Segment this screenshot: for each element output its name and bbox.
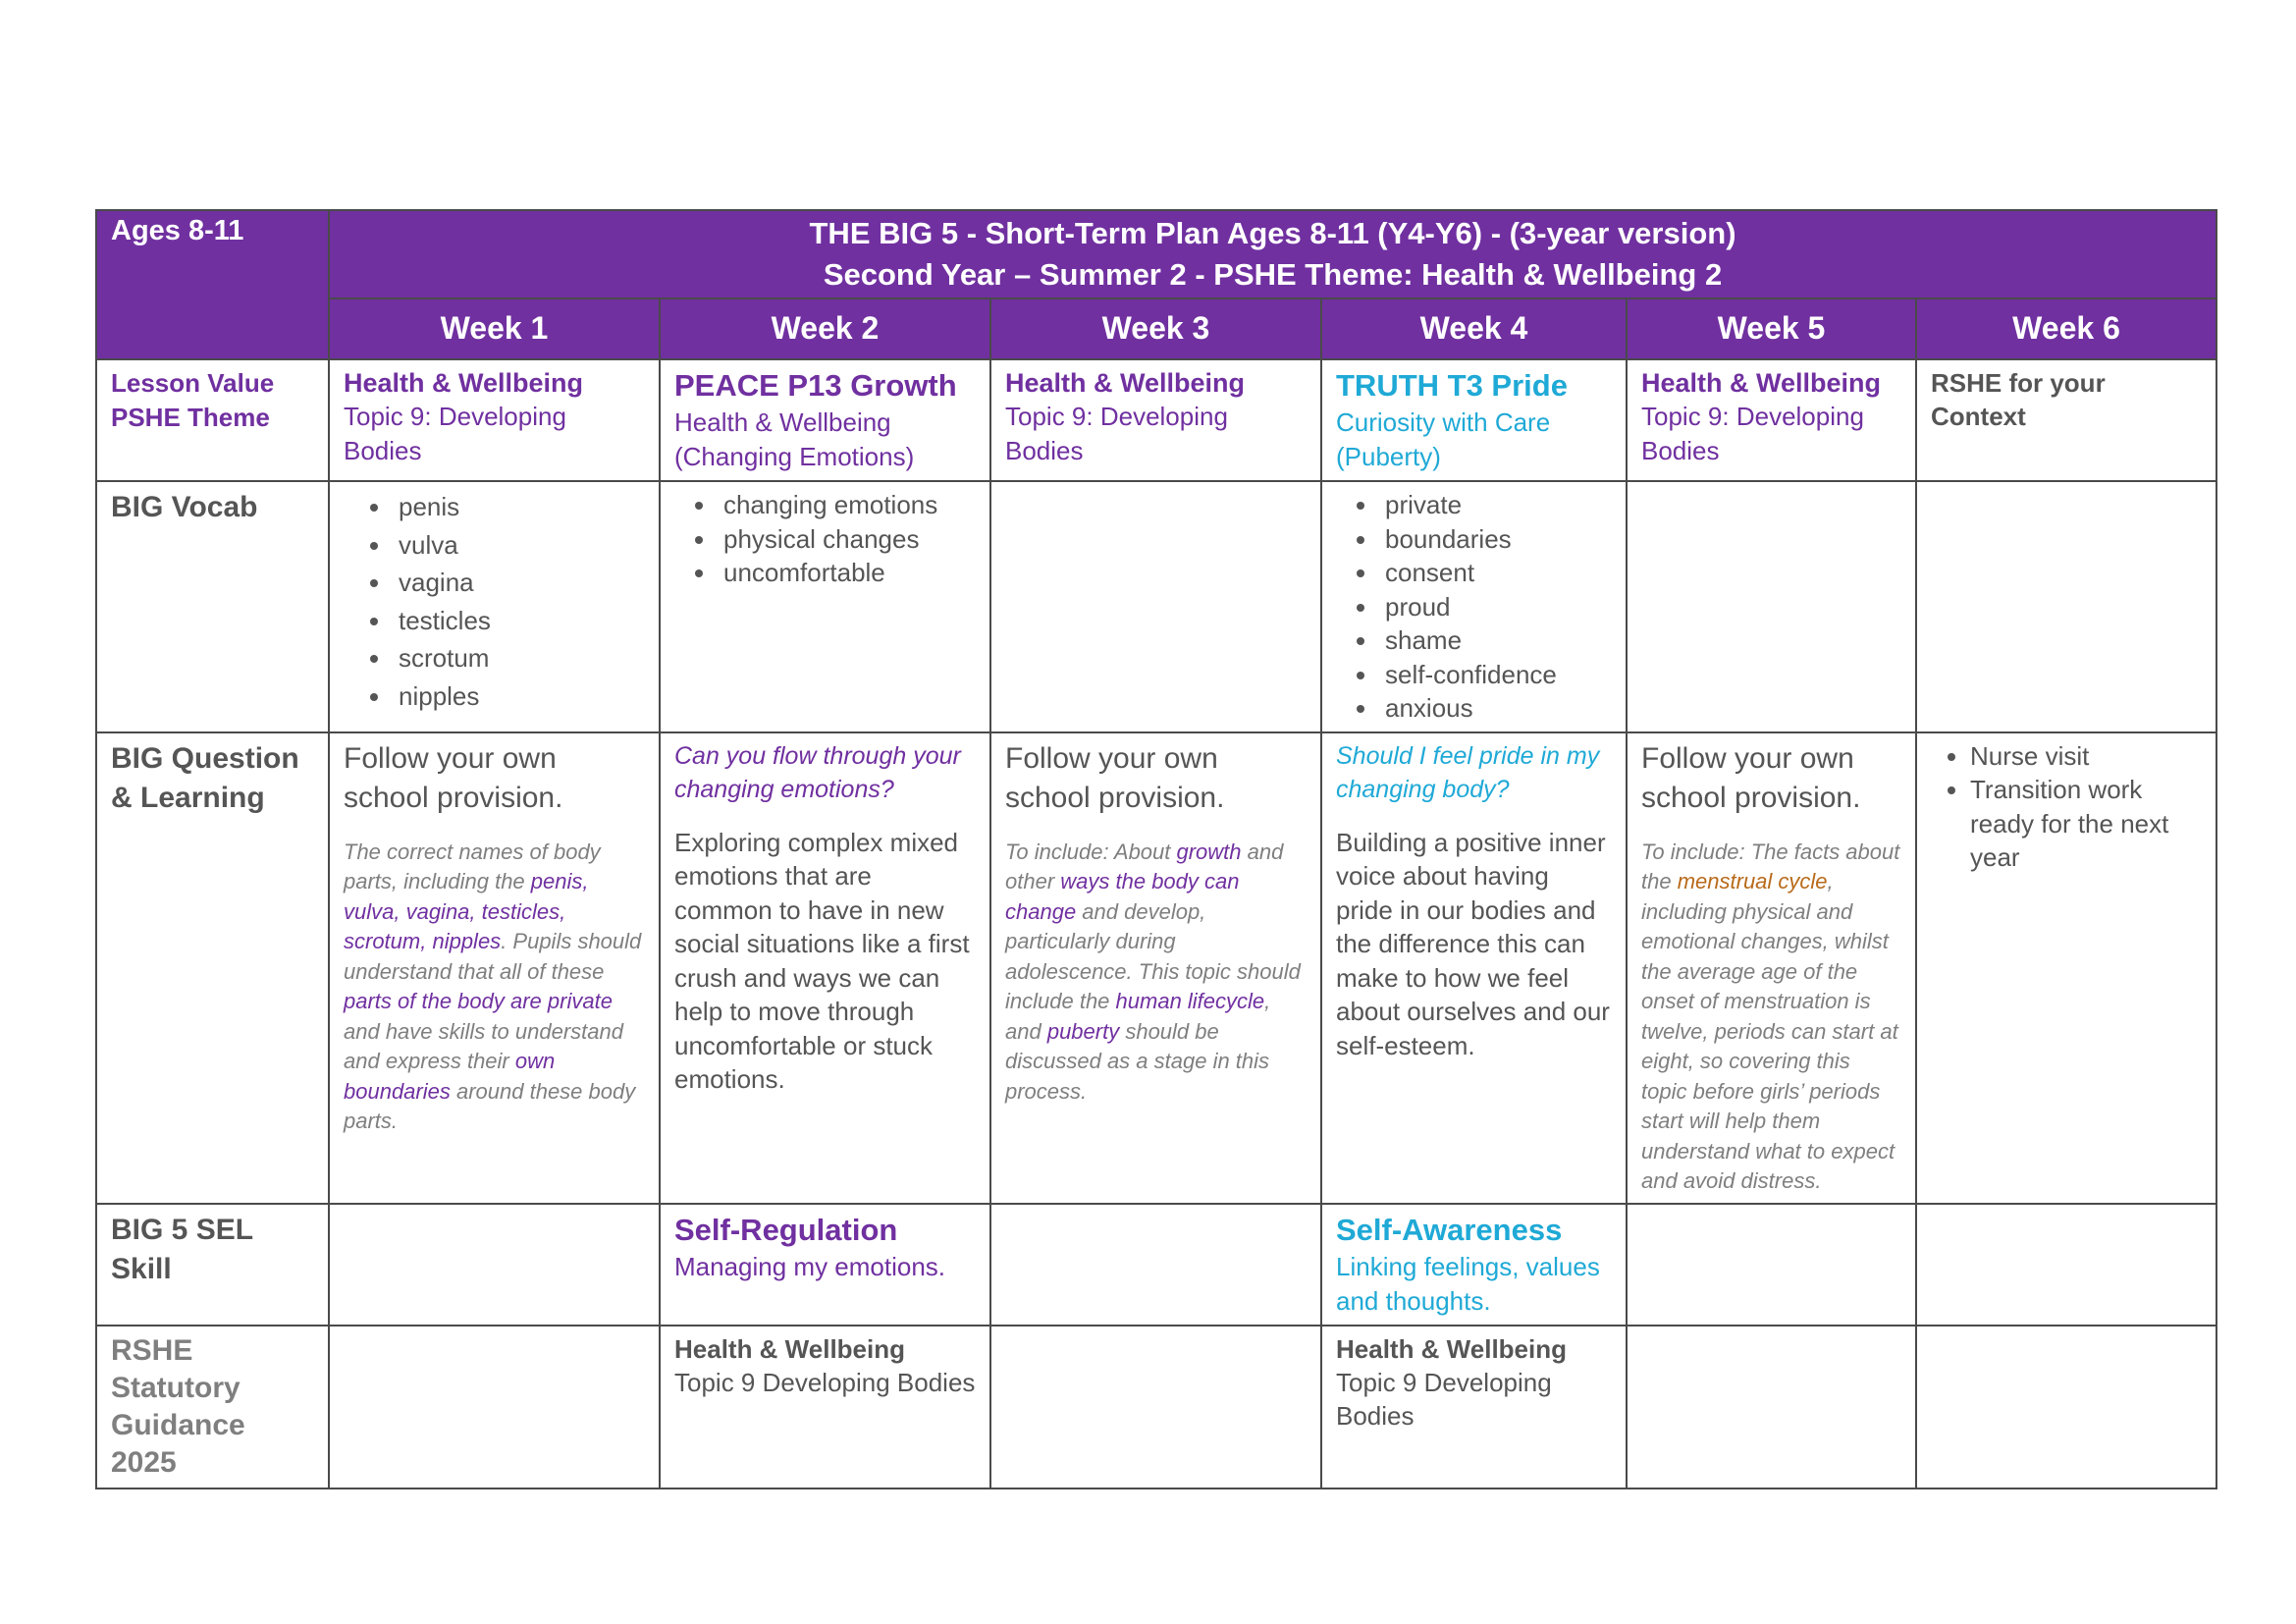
lesson-value-w4-big: TRUTH T3 Pride (1336, 368, 1568, 403)
list-item: • scrotum (393, 639, 645, 677)
rshe-week-4 (1321, 1326, 1627, 1489)
list-item: • physical changes (718, 522, 976, 557)
week-1-header: Week 1 (329, 298, 660, 359)
sel-skill-w4: Self-Awareness (1336, 1212, 1563, 1247)
lesson-value-week-2 (660, 359, 990, 481)
vocab-week-5 (1627, 481, 1916, 732)
list-item: • Transition work ready for the next year (1970, 773, 2202, 875)
vocab-list-w4 (1336, 488, 1612, 726)
lesson-value-w4-sub2: (Puberty) (1336, 442, 1441, 471)
lesson-value-week-4 (1321, 359, 1627, 481)
sel-week-5 (1627, 1204, 1916, 1326)
week-5-header: Week 5 (1627, 298, 1916, 359)
list-item: • vulva (393, 526, 645, 565)
list-item: • consent (1379, 556, 1612, 590)
question-week-1 (329, 732, 660, 1204)
title-line-2: Second Year – Summer 2 - PSHE Theme: Health & Wellbeing 2 (823, 257, 1723, 292)
list-item: • boundaries (1379, 522, 1612, 557)
lesson-value-week-6 (1916, 359, 2216, 481)
list-item: • uncomfortable (718, 556, 976, 590)
lesson-value-label-line2: PSHE Theme (111, 403, 270, 432)
sel-skill-desc-w4: Linking feelings, values and thoughts. (1336, 1251, 1600, 1316)
week-6-header: Week 6 (1916, 298, 2216, 359)
vocab-list-w1 (344, 488, 645, 715)
lesson-value-row (96, 359, 2216, 481)
list-item: • changing emotions (718, 488, 976, 522)
lesson-value-w6-head: RSHE for your Context (1931, 368, 2106, 431)
list-item: • penis (393, 488, 645, 526)
header-row (96, 210, 2216, 298)
lesson-value-w3-head: Health & Wellbeing (1005, 368, 1246, 398)
question-week-2 (660, 732, 990, 1204)
rshe-label-line2: Guidance 2025 (111, 1408, 245, 1479)
sel-skill-desc-w2: Managing my emotions. (674, 1251, 946, 1281)
list-item: • Nurse visit (1970, 739, 2202, 774)
rshe-head-w4: Health & Wellbeing (1336, 1333, 1567, 1364)
list-item: • nipples (393, 677, 645, 716)
short-term-plan-table (95, 209, 2217, 1489)
lesson-value-w1-head: Health & Wellbeing (344, 368, 584, 398)
question-label-line1: BIG Question (111, 741, 299, 775)
learning-text-w4: Building a positive inner voice about having pride in our bodies and the difference this can make to how we feel about ourselves and our self-esteem. (1336, 827, 1610, 1060)
sel-skill-w2: Self-Regulation (674, 1212, 898, 1247)
vocab-row (96, 481, 2216, 732)
question-label (96, 732, 329, 1204)
rshe-week-2 (660, 1326, 990, 1489)
question-week-4 (1321, 732, 1627, 1204)
week-4-header: Week 4 (1321, 298, 1627, 359)
lesson-value-w5-sub: Topic 9: Developing Bodies (1641, 402, 1864, 465)
vocab-week-6 (1916, 481, 2216, 732)
rshe-week-3 (990, 1326, 1321, 1489)
question-week-5 (1627, 732, 1916, 1204)
rshe-label-line1: RSHE Statutory (111, 1333, 240, 1404)
rshe-week-1 (329, 1326, 660, 1489)
vocab-label: BIG Vocab (96, 481, 329, 732)
sel-week-1 (329, 1204, 660, 1326)
list-item: • testicles (393, 602, 645, 640)
rshe-week-5 (1627, 1326, 1916, 1489)
list-item: • proud (1379, 590, 1612, 624)
age-label: Ages 8-11 (96, 210, 329, 359)
vocab-week-1 (329, 481, 660, 732)
list-item: • shame (1379, 623, 1612, 658)
sel-label: BIG 5 SEL Skill (96, 1204, 329, 1326)
lesson-value-w2-sub1: Health & Wellbeing (674, 407, 891, 437)
title-line-1: THE BIG 5 - Short-Term Plan Ages 8-11 (Y4-Y6) - (3-year version) (809, 216, 1736, 250)
lesson-value-week-1 (329, 359, 660, 481)
question-label-line2: & Learning (111, 781, 265, 814)
week-header-row (96, 298, 2216, 359)
lesson-value-w1-sub: Topic 9: Developing Bodies (344, 402, 566, 465)
rshe-head-w2: Health & Wellbeing (674, 1333, 905, 1364)
learning-text-w2: Exploring complex mixed emotions that are common to have in new social situations like a first crush and ways we can help to move through uncomfortable or stuck emotions. (674, 827, 970, 1094)
big-question-w2: Can you flow through your changing emotions? (674, 741, 961, 803)
rshe-sub-w2: Topic 9 Developing Bodies (674, 1367, 976, 1397)
sel-row (96, 1204, 2216, 1326)
lesson-value-w5-head: Health & Wellbeing (1641, 368, 1882, 398)
learning-note-w3: To include: About growth and other ways the body can change and develop, particularly during adolescence. This topic should include the human lifecycle, and puberty should be discussed as a stage in this process. (1005, 839, 1301, 1104)
sel-week-6 (1916, 1204, 2216, 1326)
lesson-value-w2-sub2: (Changing Emotions) (674, 442, 915, 471)
follow-provision-w1: Follow your own school provision. (344, 741, 563, 814)
list-item: • anxious (1379, 691, 1612, 726)
week-3-header: Week 3 (990, 298, 1321, 359)
question-week-3 (990, 732, 1321, 1204)
lesson-value-label (96, 359, 329, 481)
follow-provision-w5: Follow your own school provision. (1641, 741, 1861, 814)
sel-week-2 (660, 1204, 990, 1326)
big-question-w4: Should I feel pride in my changing body? (1336, 741, 1600, 803)
rshe-sub-w4: Topic 9 Developing Bodies (1336, 1367, 1552, 1431)
lesson-value-w4-sub1: Curiosity with Care (1336, 407, 1551, 437)
vocab-week-2 (660, 481, 990, 732)
lesson-value-week-5 (1627, 359, 1916, 481)
lesson-value-label-line1: Lesson Value (111, 368, 275, 398)
week-6-list (1931, 739, 2202, 875)
lesson-value-week-3 (990, 359, 1321, 481)
follow-provision-w3: Follow your own school provision. (1005, 741, 1225, 814)
plan-title (329, 210, 2216, 298)
vocab-week-4 (1321, 481, 1627, 732)
sel-week-4 (1321, 1204, 1627, 1326)
question-row (96, 732, 2216, 1204)
list-item: • private (1379, 488, 1612, 522)
question-week-6 (1916, 732, 2216, 1204)
lesson-value-w3-sub: Topic 9: Developing Bodies (1005, 402, 1228, 465)
lesson-value-w2-big: PEACE P13 Growth (674, 368, 957, 403)
rshe-week-6 (1916, 1326, 2216, 1489)
sel-week-3 (990, 1204, 1321, 1326)
rshe-label (96, 1326, 329, 1489)
week-2-header: Week 2 (660, 298, 990, 359)
list-item: • self-confidence (1379, 658, 1612, 692)
learning-note-w5: To include: The facts about the menstrual cycle, including physical and emotional changes, whilst the average age of the onset of menstruation is twelve, periods can start at eight, so covering this topic before girls’ periods start will help them understand what to expect and avoid distress. (1641, 839, 1900, 1193)
rshe-row (96, 1326, 2216, 1489)
list-item: • vagina (393, 564, 645, 602)
vocab-list-w2 (674, 488, 976, 590)
vocab-week-3 (990, 481, 1321, 732)
learning-note-w1: The correct names of body parts, including the penis, vulva, vagina, testicles, scrotum, nipples. Pupils should understand that all of these parts of the body are private and have skills to understand and express their own boundaries around these body parts. (344, 839, 642, 1133)
